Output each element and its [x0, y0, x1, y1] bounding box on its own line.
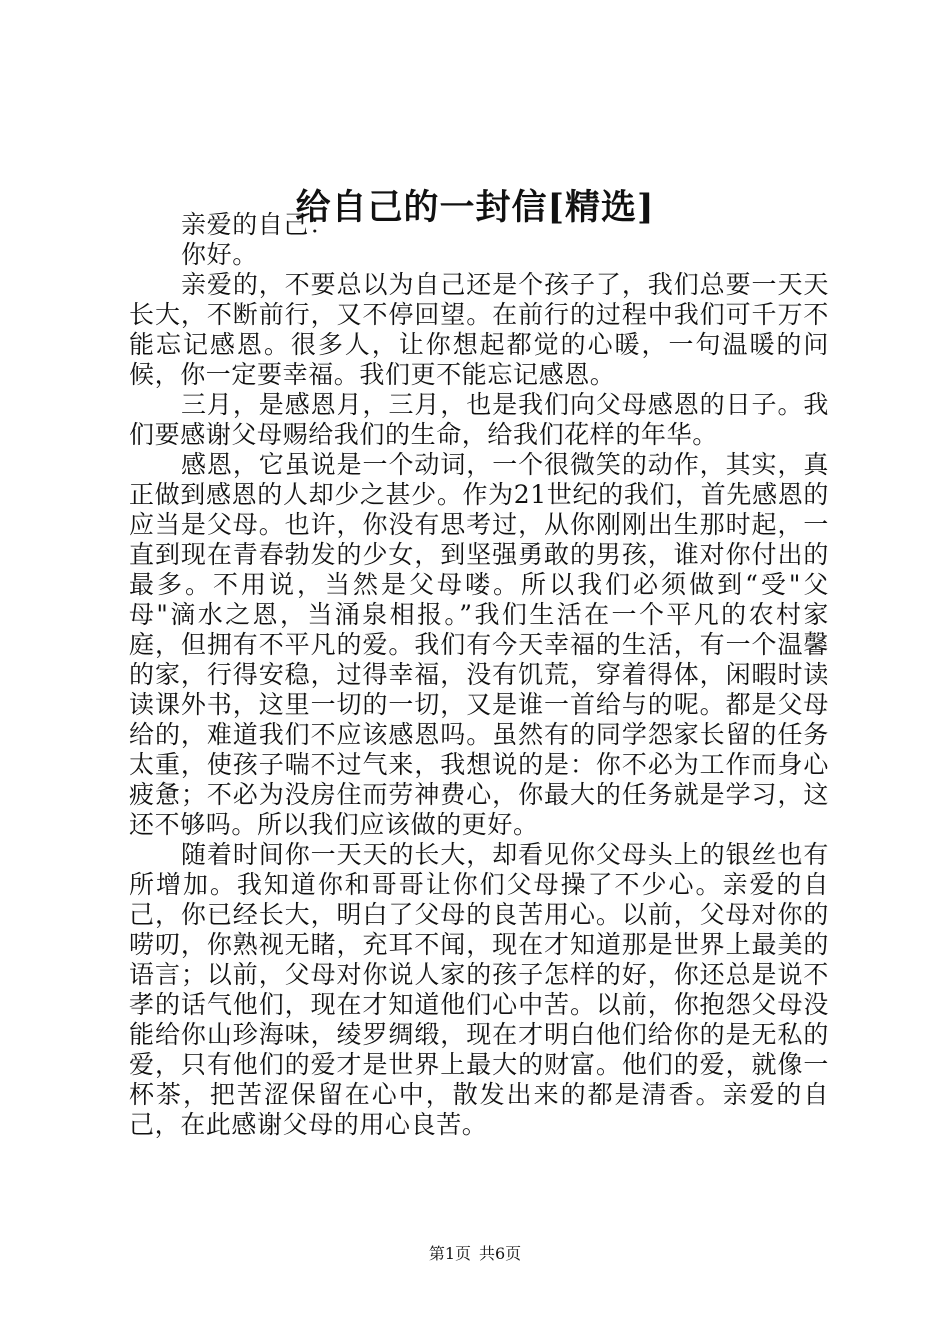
paragraph-1: 亲爱的，不要总以为自己还是个孩子了，我们总要一天天长大，不断前行，又不停回望。在前行的过程中我们可千万不能忘记感恩。很多人，让你想起都觉的心暖，一句温暖的问候，你一定要幸福。我们更不能忘记感恩。: [129, 270, 829, 389]
page-total: 共6页: [479, 1244, 522, 1263]
document-title: 给自己的一封信[精选]: [295, 187, 655, 228]
page-footer: [0, 1242, 950, 1266]
greeting: 你好。: [181, 240, 258, 269]
paragraph-2: 三月，是感恩月，三月，也是我们向父母感恩的日子。我们要感谢父母赐给我们的生命，给我们花样的年华。: [129, 390, 829, 449]
page-number: 第1页: [428, 1244, 471, 1263]
salutation: 亲爱的自己：: [181, 210, 335, 239]
letter-body: [129, 210, 829, 1140]
paragraph-4: 随着时间你一天天的长大，却看见你父母头上的银丝也有所增加。我知道你和哥哥让你们父母操了不少心。亲爱的自己，你已经长大，明白了父母的良苦用心。以前，父母对你的唠叨，你熟视无睹，充耳不闻，现在才知道那是世界上最美的语言；以前，父母对你说人家的孩子怎样的好，你还总是说不孝的话气他们，现在才知道他们心中苦。以前，你抱怨父母没能给你山珍海味，绫罗绸缎，现在才明白他们给你的是无私的爱，只有他们的爱才是世界上最大的财富。他们的爱，就像一杯茶，把苦涩保留在心中，散发出来的都是清香。亲爱的自己，在此感谢父母的用心良苦。: [129, 840, 829, 1139]
paragraph-3: 感恩，它虽说是一个动词，一个很微笑的动作，其实，真正做到感恩的人却少之甚少。作为21世纪的我们，首先感恩的应当是父母。也许，你没有思考过，从你刚刚出生那时起，一直到现在青春勃发的少女，到坚强勇敢的男孩，谁对你付出的最多。不用说，当然是父母喽。所以我们必须做到“受"父母"滴水之恩，当涌泉相报。”我们生活在一个平凡的农村家庭，但拥有不平凡的爱。我们有今天幸福的生活，有一个温馨的家，行得安稳，过得幸福，没有饥荒，穿着得体，闲暇时读读课外书，这里一切的一切，又是谁一首给与的呢。都是父母给的，难道我们不应该感恩吗。虽然有的同学怨家长留的任务太重，使孩子喘不过气来，我想说的是：你不必为工作而身心疲惫；不必为没房住而劳神费心，你最大的任务就是学习，这还不够吗。所以我们应该做的更好。: [129, 450, 829, 839]
